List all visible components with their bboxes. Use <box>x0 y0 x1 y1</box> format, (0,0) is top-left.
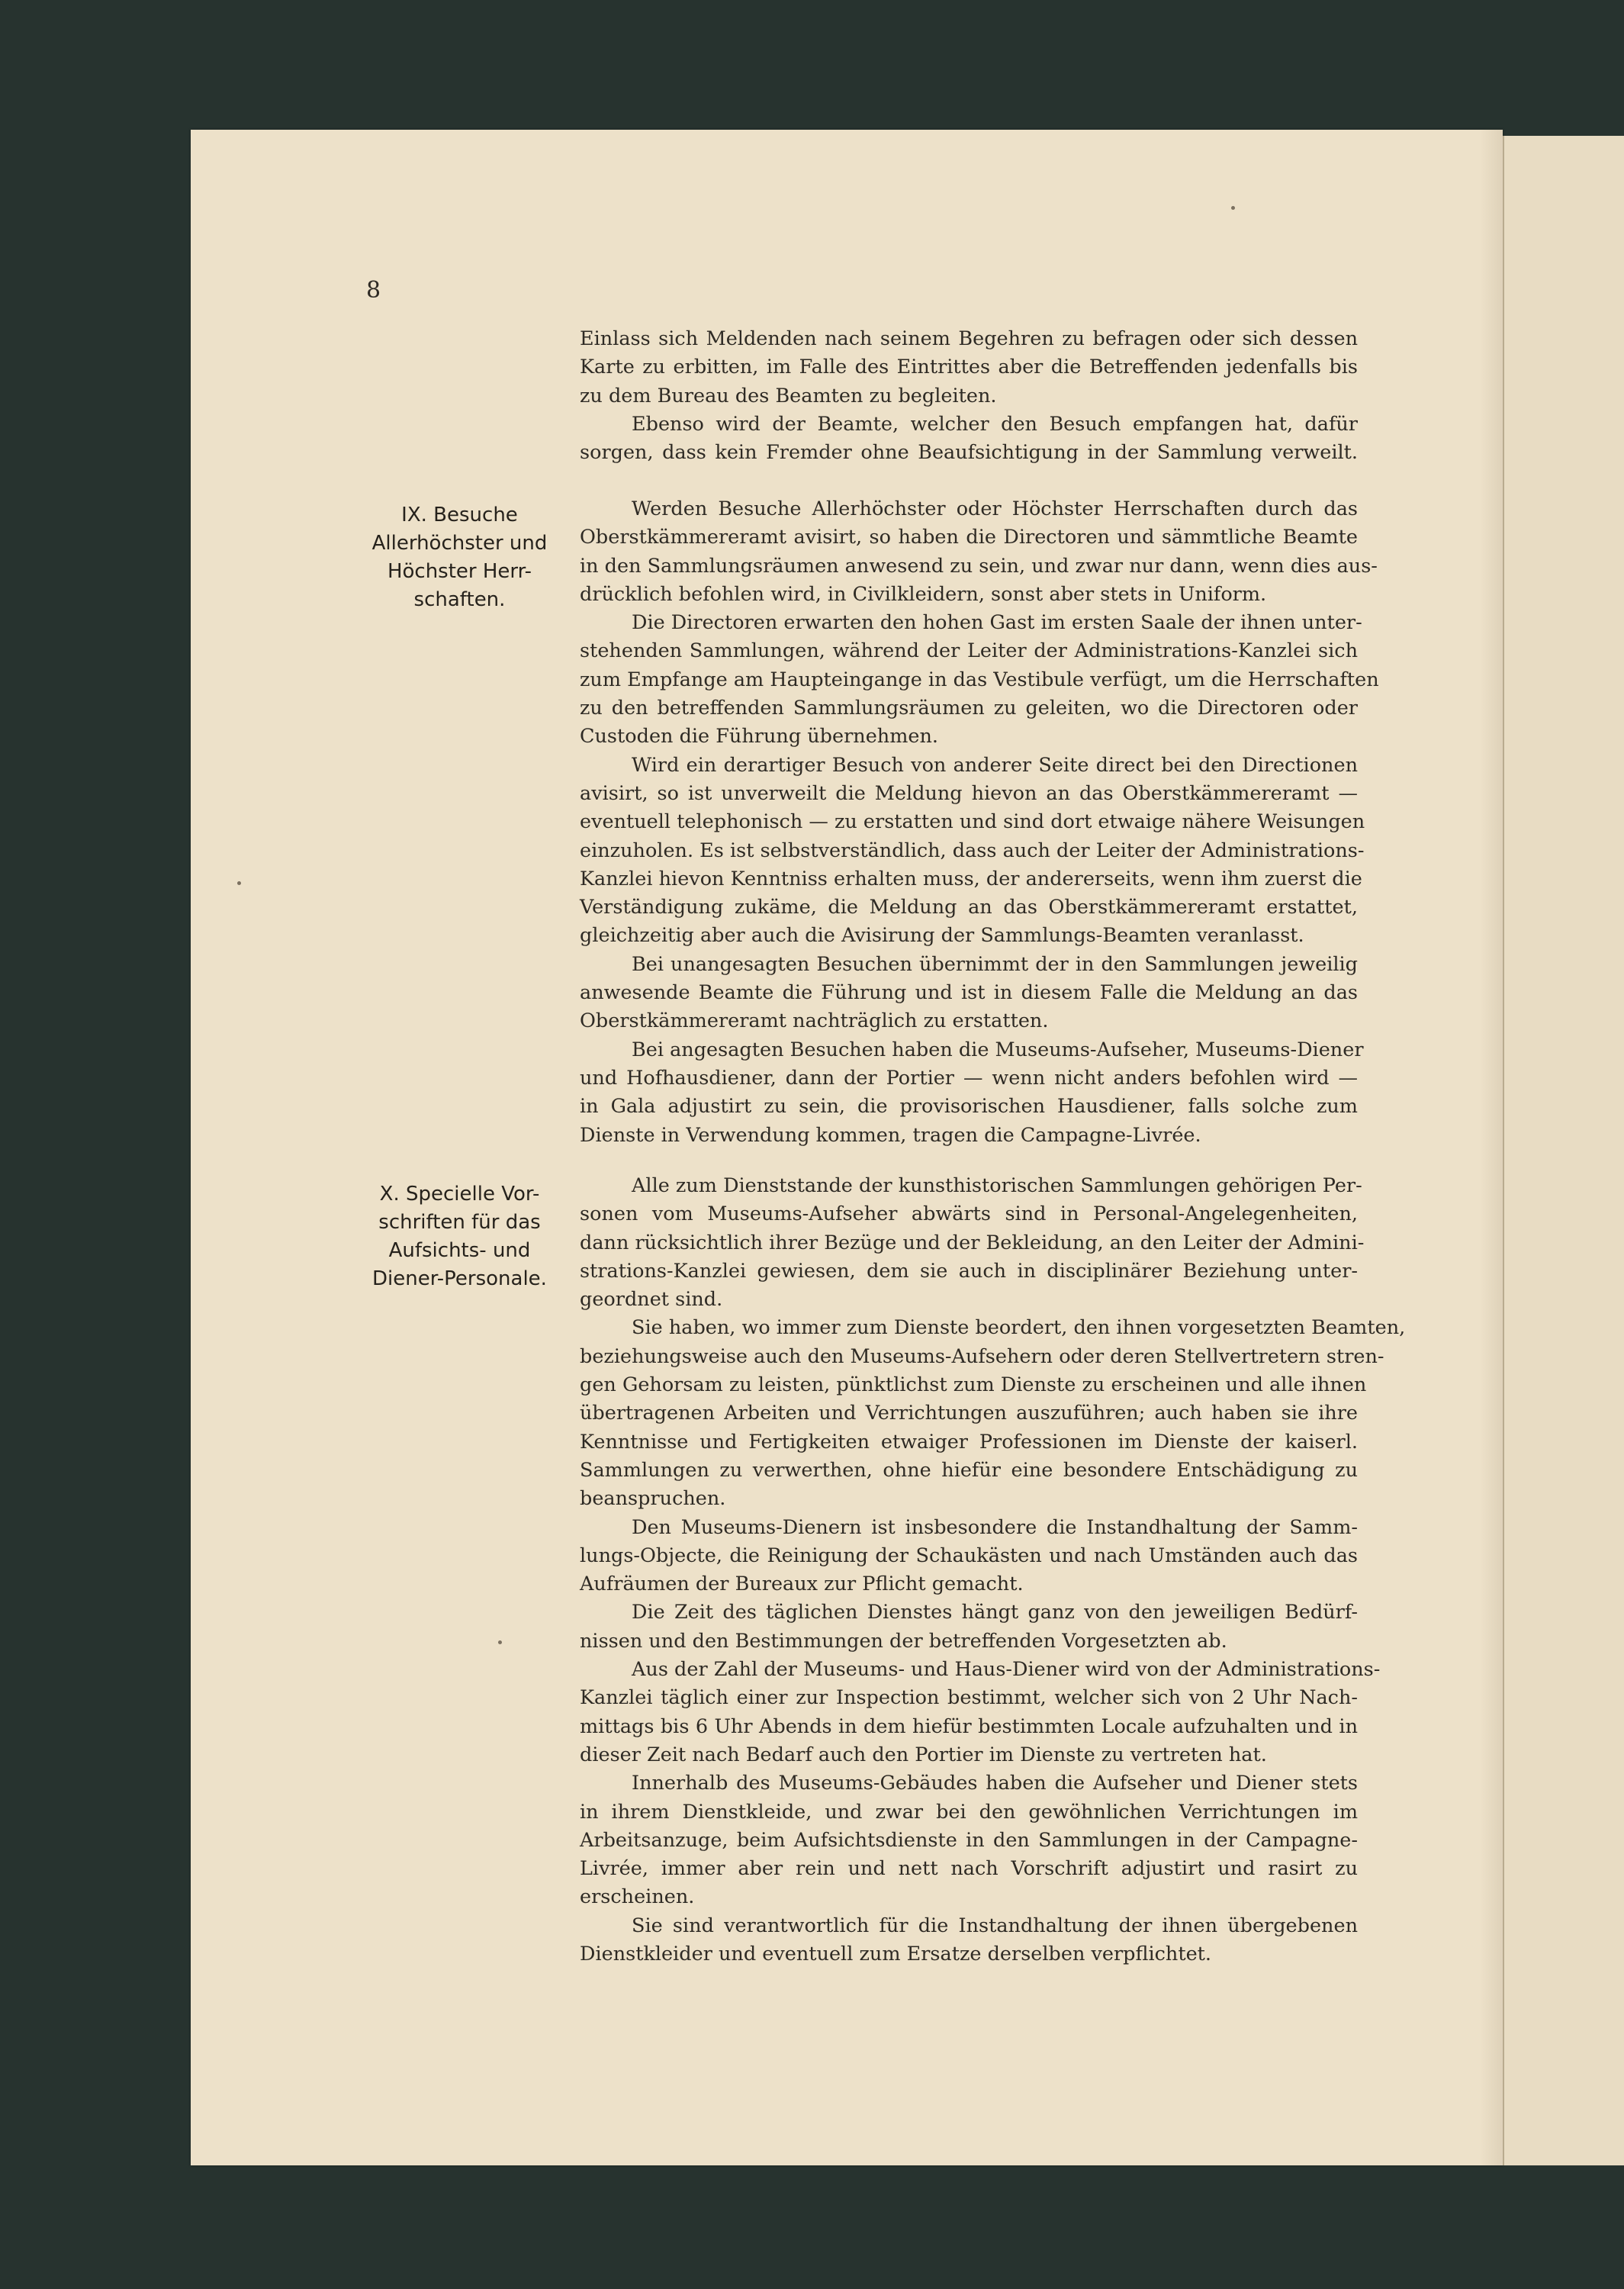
text-line: dieser Zeit nach Bedarf auch den Portier im Dienste zu vertreten hat. <box>580 1743 1267 1766</box>
sidenote-line: Allerhöchster und <box>371 532 548 555</box>
text-line: Sie sind verantwortlich für die Instandhaltung der ihnen übergebenen <box>632 1914 1358 1937</box>
text-line: Einlass sich Meldenden nach seinem Begehren zu befragen oder sich dessen <box>580 327 1358 350</box>
sidenote-section-x <box>366 1180 553 1293</box>
text-line: erscheinen. <box>580 1885 695 1909</box>
text-line: gleichzeitig aber auch die Avisirung der Sammlungs-Beamten veranlasst. <box>580 924 1304 948</box>
text-line: geordnet sind. <box>580 1288 723 1312</box>
text-line: Dienste in Verwendung kommen, tragen die Campagne-Livrée. <box>580 1123 1201 1147</box>
text-line: sonen vom Museums-Aufseher abwärts sind in Personal-Angelegenheiten, <box>580 1202 1358 1226</box>
sidenote-line: schriften für das <box>378 1211 541 1234</box>
text-line: Bei unangesagten Besuchen übernimmt der in den Sammlungen jeweilig <box>632 952 1358 976</box>
text-line: Den Museums-Dienern ist insbesondere die Instandhaltung der Samm- <box>632 1515 1358 1539</box>
text-line: Kenntnisse und Fertigkeiten etwaiger Professionen im Dienste der kaiserl. <box>580 1430 1358 1454</box>
page-fold-shadow <box>1480 130 1503 2165</box>
text-line: strations-Kanzlei gewiesen, dem sie auch in disciplinärer Beziehung unter- <box>580 1259 1358 1283</box>
text-line: übertragenen Arbeiten und Verrichtungen auszuführen; auch haben sie ihre <box>580 1402 1358 1425</box>
text-line: Sie haben, wo immer zum Dienste beordert, den ihnen vorgesetzten Beamten, <box>632 1316 1406 1340</box>
text-line: Alle zum Dienststande der kunsthistorischen Sammlungen gehörigen Per- <box>632 1174 1362 1197</box>
text-line: zu dem Bureau des Beamten zu begleiten. <box>580 384 997 407</box>
sidenote-line: Aufsichts- und <box>388 1239 531 1262</box>
text-line: Kanzlei hievon Kenntniss erhalten muss, der andererseits, wenn ihm zuerst die <box>580 867 1362 890</box>
text-line: avisirt, so ist unverweilt die Meldung hievon an das Oberstkämmereramt — <box>580 781 1358 805</box>
text-line: Werden Besuche Allerhöchster oder Höchster Herrschaften durch das <box>632 497 1358 520</box>
text-line: nissen und den Bestimmungen der betreffenden Vorgesetzten ab. <box>580 1629 1227 1653</box>
text-line: anwesende Beamte die Führung und ist in diesem Falle die Meldung an das <box>580 981 1358 1005</box>
text-line: und Hofhausdiener, dann der Portier — wenn nicht anders befohlen wird — <box>580 1066 1358 1090</box>
text-line: Verständigung zukäme, die Meldung an das Oberstkämmereramt erstattet, <box>580 896 1358 919</box>
sidenote-line: IX. Besuche <box>401 504 518 526</box>
text-line: drücklich befohlen wird, in Civilkleidern, sonst aber stets in Uniform. <box>580 582 1267 606</box>
text-line: Die Zeit des täglichen Dienstes hängt ganz von den jeweiligen Bedürf- <box>632 1601 1358 1624</box>
text-line: Karte zu erbitten, im Falle des Eintrittes aber die Betreffenden jedenfalls bis <box>580 356 1358 379</box>
paper-speck <box>498 1640 502 1644</box>
text-line: Livrée, immer aber rein und nett nach Vorschrift adjustirt und rasirt zu <box>580 1857 1358 1881</box>
text-line: dann rücksichtlich ihrer Bezüge und der Bekleidung, an den Leiter der Admini- <box>580 1231 1365 1254</box>
text-line: mittags bis 6 Uhr Abends in dem hiefür bestimmten Locale aufzuhalten und in <box>580 1714 1358 1738</box>
paper-speck <box>237 881 241 885</box>
text-line: sorgen, dass kein Fremder ohne Beaufsichtigung in der Sammlung verweilt. <box>580 441 1358 465</box>
text-line: Sammlungen zu verwerthen, ohne hiefür eine besondere Entschädigung zu <box>580 1458 1358 1482</box>
adjacent-page-edge <box>1503 136 1624 2165</box>
text-line: in Gala adjustirt zu sein, die provisorischen Hausdiener, falls solche zum <box>580 1095 1358 1119</box>
text-line: Custoden die Führung übernehmen. <box>580 725 939 749</box>
text-line: in ihrem Dienstkleide, und zwar bei den gewöhnlichen Verrichtungen im <box>580 1800 1358 1824</box>
paper-speck <box>1231 206 1235 210</box>
text-line: Dienstkleider und eventuell zum Ersatze derselben verpflichtet. <box>580 1943 1212 1966</box>
text-line: Ebenso wird der Beamte, welcher den Besuch empfangen hat, dafür <box>632 412 1358 436</box>
section-x-body <box>580 1172 1406 1969</box>
text-line: beziehungsweise auch den Museums-Aufsehern oder deren Stellvertretern stren- <box>580 1344 1384 1368</box>
text-line: eventuell telephonisch — zu erstatten und sind dort etwaige nähere Weisungen <box>580 810 1365 834</box>
text-line: einzuholen. Es ist selbstverständlich, dass auch der Leiter der Administrations- <box>580 839 1365 862</box>
text-line: Wird ein derartiger Besuch von anderer Seite direct bei den Directionen <box>632 753 1358 777</box>
text-line: gen Gehorsam zu leisten, pünktlichst zum Dienste zu erscheinen und alle ihnen <box>580 1373 1367 1397</box>
text-line: Die Directoren erwarten den hohen Gast im ersten Saale der ihnen unter- <box>632 611 1362 635</box>
sidenote-line: X. Specielle Vor- <box>379 1183 540 1206</box>
text-line: Bei angesagten Besuchen haben die Museums-Aufseher, Museums-Diener <box>632 1038 1364 1061</box>
text-line: Arbeitsanzuge, beim Aufsichtsdienste in den Sammlungen in der Campagne- <box>580 1828 1358 1852</box>
text-line: stehenden Sammlungen, während der Leiter der Administrations-Kanzlei sich <box>580 639 1358 663</box>
sidenote-line: Diener-Personale. <box>372 1267 547 1290</box>
text-line: in den Sammlungsräumen anwesend zu sein, und zwar nur dann, wenn dies aus- <box>580 554 1378 578</box>
section-ix-body <box>580 495 1379 1150</box>
text-line: zum Empfange am Haupteingange in das Vestibule verfügt, um die Herrschaften <box>580 668 1379 691</box>
sidenote-line: schaften. <box>413 588 506 611</box>
text-line: Kanzlei täglich einer zur Inspection bestimmt, welcher sich von 2 Uhr Nach- <box>580 1686 1358 1710</box>
text-line: zu den betreffenden Sammlungsräumen zu geleiten, wo die Directoren oder <box>580 697 1358 720</box>
text-line: Oberstkämmereramt avisirt, so haben die Directoren und sämmtliche Beamte <box>580 526 1358 549</box>
text-line: Aufräumen der Bureaux zur Pflicht gemacht. <box>580 1573 1024 1596</box>
text-line: lungs-Objecte, die Reinigung der Schaukästen und nach Umständen auch das <box>580 1544 1358 1567</box>
text-line: beanspruchen. <box>580 1487 726 1511</box>
sidenote-section-ix <box>366 501 553 614</box>
text-line: Innerhalb des Museums-Gebäudes haben die Aufseher und Diener stets <box>632 1772 1358 1795</box>
sidenote-line: Höchster Herr- <box>387 560 532 583</box>
text-line: Aus der Zahl der Museums- und Haus-Diener wird von der Administrations- <box>632 1658 1381 1682</box>
text-line: Oberstkämmereramt nachträglich zu erstatten. <box>580 1009 1049 1033</box>
body-paragraphs-continued <box>580 325 1358 467</box>
page-number: 8 <box>366 277 381 304</box>
